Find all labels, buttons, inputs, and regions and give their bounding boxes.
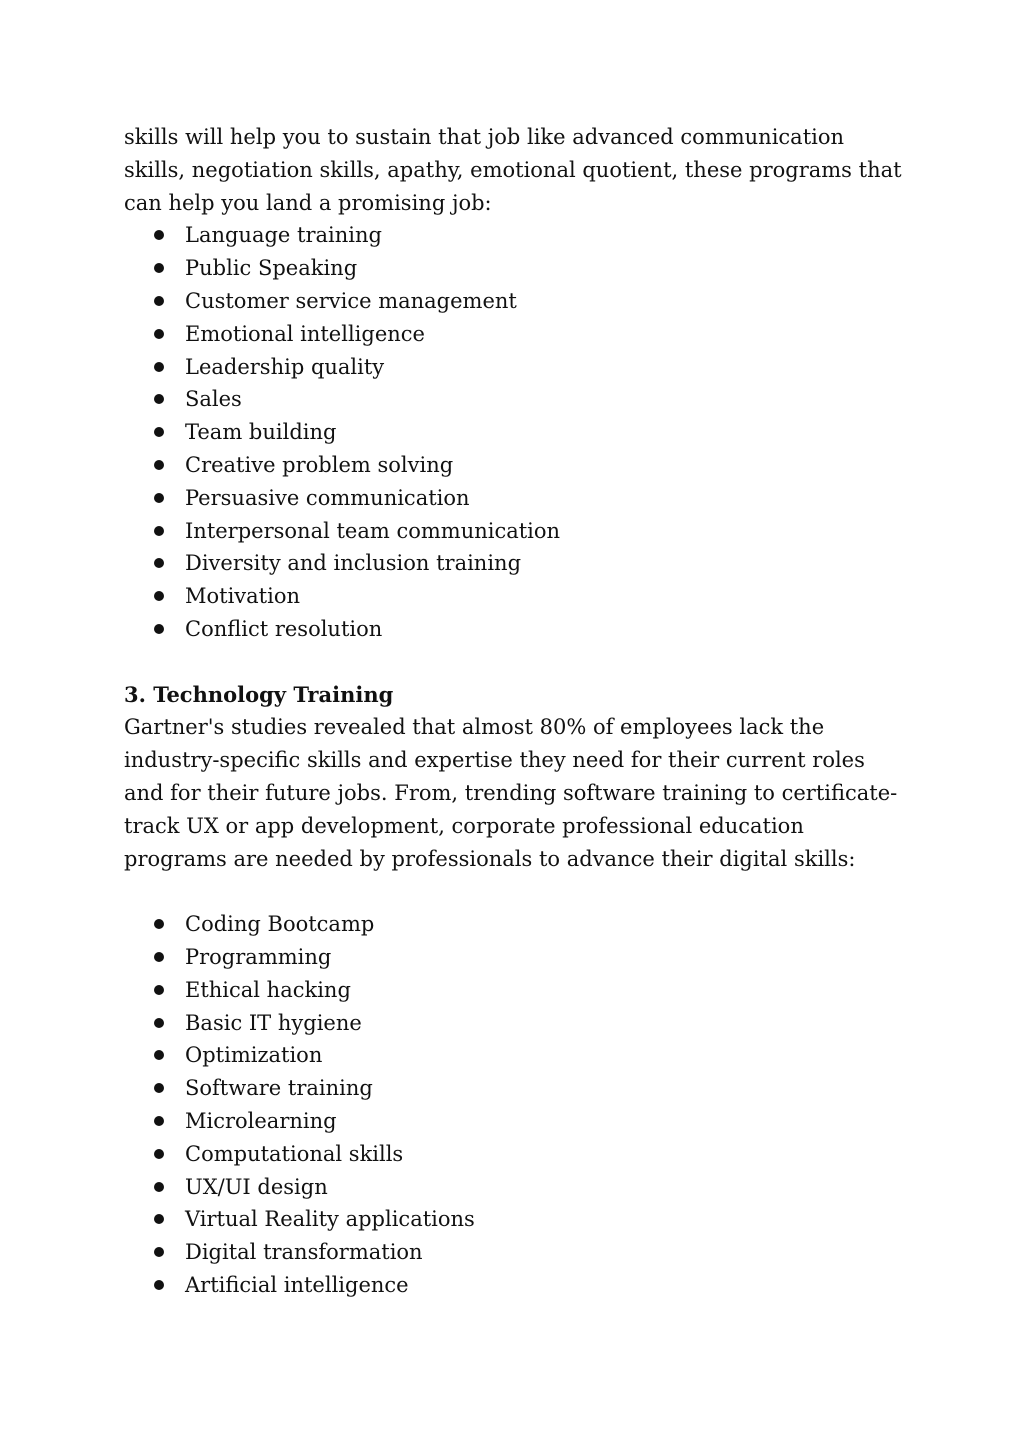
list-item-text: Microlearning: [185, 1108, 337, 1133]
list-item-text: Ethical hacking: [185, 977, 351, 1002]
list-item: [124, 908, 904, 941]
list-item-text: Emotional intelligence: [185, 321, 425, 346]
list-item: [124, 1203, 904, 1236]
list-item-text: Basic IT hygiene: [185, 1010, 362, 1035]
section-heading: 3. Technology Training: [124, 681, 394, 707]
bullet-icon: [154, 558, 164, 568]
list-item-text: Optimization: [185, 1043, 323, 1068]
document-page: [124, 121, 904, 1302]
list-item-text: Motivation: [185, 584, 301, 609]
list-item: [124, 1171, 904, 1204]
list-item: [124, 1072, 904, 1105]
list-item: [124, 1236, 904, 1269]
list-item: [124, 515, 904, 548]
list-item: [124, 941, 904, 974]
bullet-icon: [154, 329, 164, 339]
list-item-text: Artificial intelligence: [185, 1272, 409, 1297]
bullet-icon: [154, 296, 164, 306]
intro-paragraph: skills will help you to sustain that job like advanced communication skills, negotiation skills, apathy, emotional quotient, these programs that can help you land a promising job:: [124, 125, 902, 215]
bullet-icon: [154, 985, 164, 995]
bullet-icon: [154, 1280, 164, 1290]
bullet-icon: [154, 1182, 164, 1192]
bullet-icon: [154, 394, 164, 404]
list-item-text: Digital transformation: [185, 1240, 423, 1265]
bullet-icon: [154, 362, 164, 372]
list-item-text: Conflict resolution: [185, 616, 383, 641]
tech-skills-list: [124, 908, 904, 1302]
bullet-icon: [154, 591, 164, 601]
bullet-icon: [154, 493, 164, 503]
soft-skills-list: [124, 219, 904, 645]
list-item-text: Coding Bootcamp: [185, 912, 375, 937]
bullet-icon: [154, 1083, 164, 1093]
list-item: [124, 383, 904, 416]
bullet-icon: [154, 263, 164, 273]
list-item-text: Creative problem solving: [185, 452, 454, 477]
list-item-text: Customer service management: [185, 288, 517, 313]
list-item-text: UX/UI design: [185, 1174, 328, 1199]
list-item: [124, 547, 904, 580]
list-item-text: Persuasive communication: [185, 485, 470, 510]
bullet-icon: [154, 1050, 164, 1060]
list-item-text: Software training: [185, 1076, 373, 1101]
list-item: [124, 318, 904, 351]
list-item-text: Sales: [185, 387, 242, 412]
list-item-text: Language training: [185, 223, 382, 248]
list-item-text: Team building: [185, 420, 337, 445]
bullet-icon: [154, 919, 164, 929]
list-item: [124, 219, 904, 252]
paragraph-spacer: [124, 875, 904, 908]
bullet-icon: [154, 1116, 164, 1126]
list-item: [124, 449, 904, 482]
list-item: [124, 252, 904, 285]
bullet-icon: [154, 1214, 164, 1224]
list-item: [124, 285, 904, 318]
list-item-text: Interpersonal team communication: [185, 518, 561, 543]
list-item-text: Leadership quality: [185, 354, 385, 379]
section-paragraph: Gartner's studies revealed that almost 80% of employees lack the industry-specific skills and expertise they need for their current roles and for their future jobs. From, trending software training to certificate-track UX or app development, corporate professional education programs are needed by professionals to advance their digital skills:: [124, 715, 898, 871]
bullet-icon: [154, 1018, 164, 1028]
list-item-text: Computational skills: [185, 1141, 404, 1166]
bullet-icon: [154, 460, 164, 470]
list-item: [124, 1039, 904, 1072]
bullet-icon: [154, 1149, 164, 1159]
list-item-text: Public Speaking: [185, 256, 358, 281]
list-item: [124, 1007, 904, 1040]
list-item: [124, 613, 904, 646]
list-item: [124, 416, 904, 449]
list-item-text: Diversity and inclusion training: [185, 551, 522, 576]
list-item: [124, 580, 904, 613]
bullet-icon: [154, 230, 164, 240]
bullet-icon: [154, 952, 164, 962]
bullet-icon: [154, 427, 164, 437]
list-item: [124, 351, 904, 384]
list-item: [124, 1105, 904, 1138]
list-item: [124, 1269, 904, 1302]
list-item-text: Programming: [185, 944, 332, 969]
list-item: [124, 1138, 904, 1171]
list-item: [124, 974, 904, 1007]
list-item-text: Virtual Reality applications: [185, 1207, 475, 1232]
list-item: [124, 482, 904, 515]
bullet-icon: [154, 624, 164, 634]
bullet-icon: [154, 1247, 164, 1257]
bullet-icon: [154, 526, 164, 536]
